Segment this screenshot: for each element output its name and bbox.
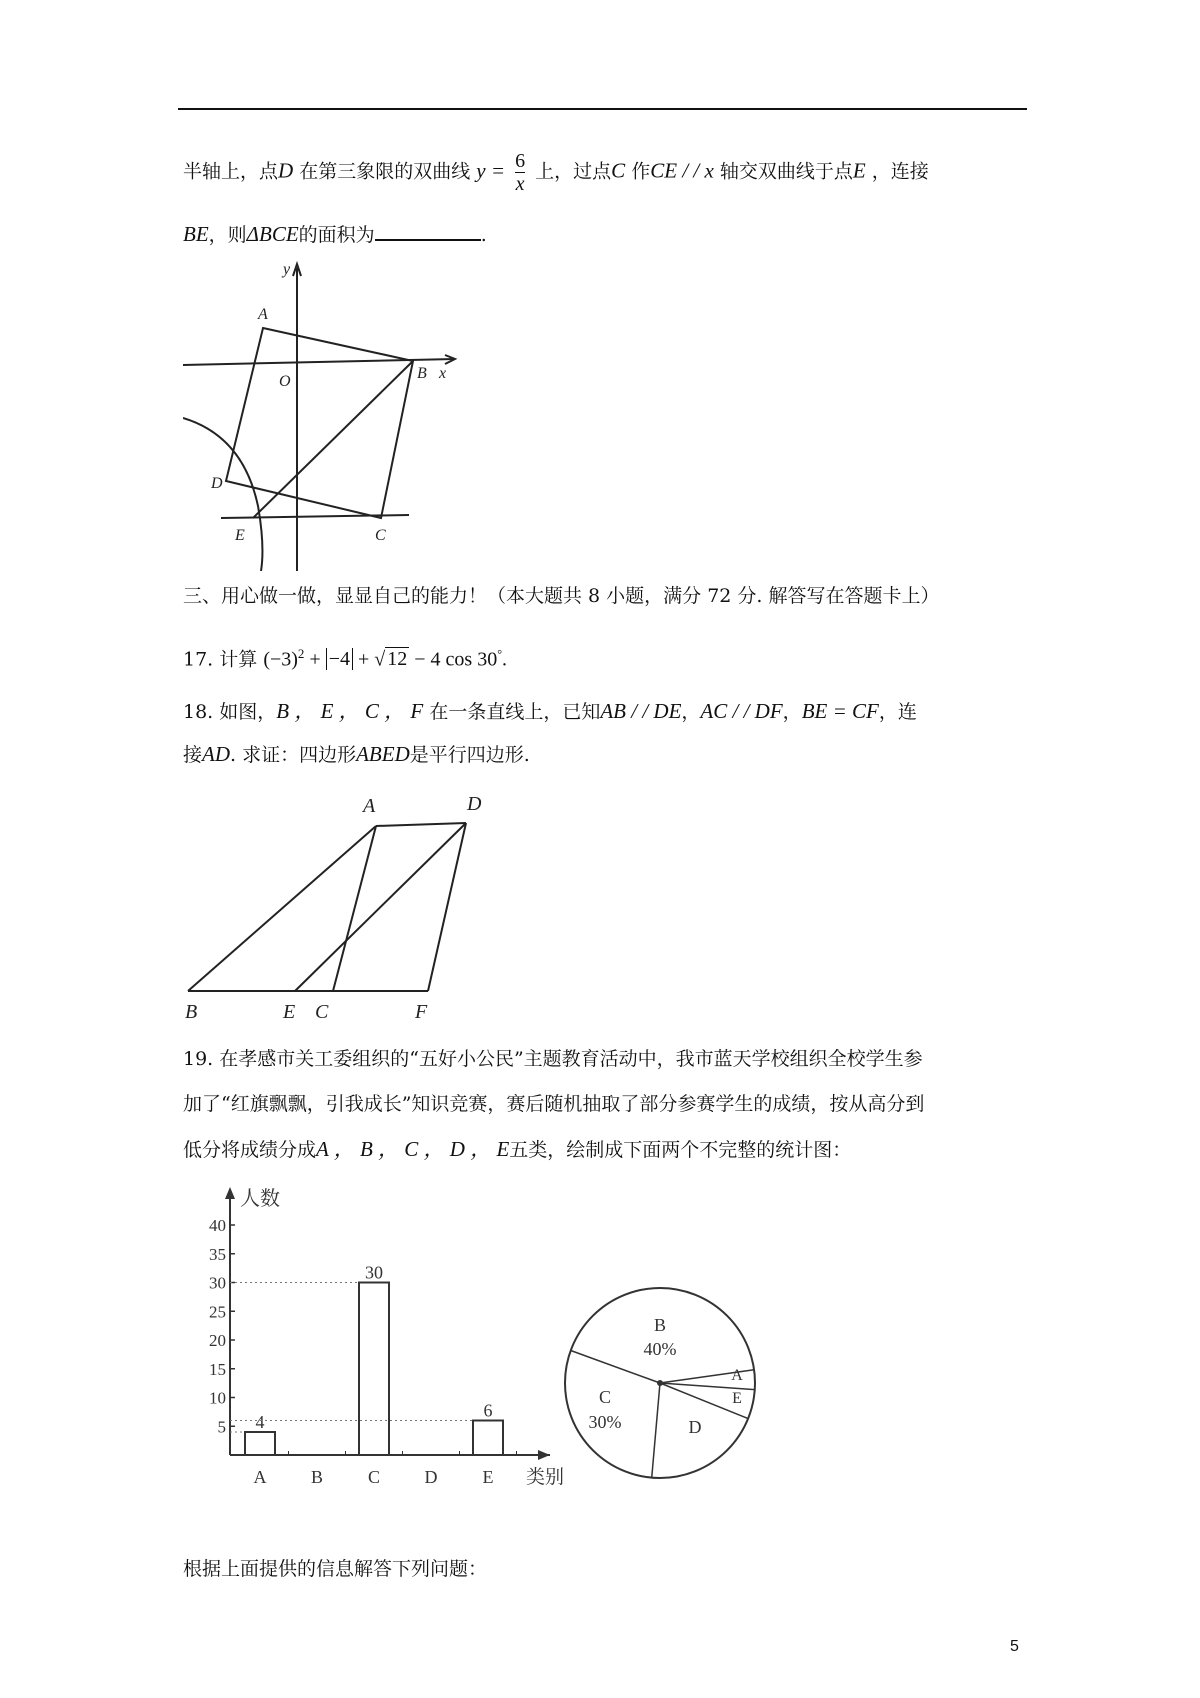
- problem19-line3: 低分将成绩分成A ， B ， C ， D ， E五类，绘制成下面两个不完整的统计图：: [183, 1137, 852, 1161]
- figure-problem18: [183, 788, 503, 1023]
- pie-slice-border: [652, 1383, 660, 1478]
- section3-header: 三、用心做一做，显显自己的能力！（本大题共 8 小题，满分 72 分. 解答写在答题卡上）: [183, 585, 940, 607]
- problem16-line1: 半轴上，点D 在第三象限的双曲线 y = $\frac{6}{x}$ 上，过点C 作CE / / x 轴交双曲线于点E ，连接: [183, 150, 929, 195]
- data-label: 30: [365, 1262, 383, 1283]
- category-label: C: [367, 1467, 381, 1487]
- line-DF: [428, 823, 466, 991]
- label-B: B: [185, 1001, 198, 1023]
- label-B: B: [417, 365, 427, 382]
- category-label: D: [424, 1467, 438, 1487]
- pie-label-E: E: [732, 1390, 742, 1407]
- x-axis-label: 类别: [526, 1466, 565, 1488]
- pie-label-C: C: [598, 1387, 612, 1407]
- y-tick-label: 35: [209, 1244, 226, 1264]
- category-label: B: [310, 1467, 324, 1487]
- problem19-line2: 加了“红旗飘飘，引我成长”知识竞赛，赛后随机抽取了部分参赛学生的成绩，按从高分到: [183, 1093, 925, 1115]
- data-label: 4: [255, 1412, 265, 1432]
- y-tick-label: 20: [209, 1331, 226, 1350]
- y-axis-label: 人数: [240, 1186, 280, 1210]
- y-axis-arrow: [225, 1187, 235, 1199]
- absolute-value: −4: [326, 648, 353, 670]
- pie-center: [657, 1380, 663, 1386]
- label-y: y: [283, 261, 291, 278]
- bar: [245, 1432, 275, 1455]
- page-number: 5: [1010, 1638, 1019, 1655]
- label-E: E: [283, 1001, 296, 1023]
- problem19-line1: 19. 在孝感市关工委组织的“五好小公民”主题教育活动中，我市蓝天学校组织全校学生参: [183, 1048, 923, 1070]
- label-D: D: [467, 793, 482, 815]
- line-AB: [188, 826, 376, 991]
- y-tick-label: 40: [209, 1216, 226, 1235]
- label-F: F: [415, 1001, 428, 1023]
- label-C: C: [315, 1001, 329, 1023]
- y-tick-label: 25: [209, 1302, 226, 1322]
- y-tick-label: 30: [209, 1273, 226, 1293]
- y-tick-label: 5: [217, 1417, 226, 1437]
- label-O: O: [279, 373, 291, 390]
- bar: [473, 1421, 503, 1456]
- fraction-6-over-x: $\frac{6}{x}$: [515, 150, 526, 195]
- category-label: E: [482, 1467, 494, 1487]
- y-tick-label: 15: [209, 1359, 226, 1379]
- label-E: E: [235, 527, 245, 544]
- answer-blank: [375, 219, 481, 241]
- line-AC: [333, 826, 376, 991]
- problem18-line1: 18. 如图，B ， E ， C ， F 在一条直线上，已知AB / / DE，AC / / DF，BE = CF，连: [183, 699, 917, 723]
- header-rule: [178, 108, 1027, 110]
- label-A: A: [363, 795, 376, 817]
- line-AD: [376, 823, 466, 826]
- x-axis-arrow: [538, 1450, 550, 1460]
- problem18-line2: 接AD. 求证：四边形ABED是平行四边形.: [183, 742, 530, 766]
- label-C: C: [375, 527, 386, 544]
- problem16-line2: BE，则ΔBCE的面积为 .: [183, 219, 487, 249]
- pie-percent-B: 40%: [643, 1339, 677, 1359]
- figure-problem19-charts: [190, 1185, 830, 1505]
- x-axis: [183, 359, 455, 365]
- pie-percent-C: 30%: [588, 1412, 622, 1432]
- category-label: A: [253, 1467, 267, 1487]
- hyperbola-branch: [183, 418, 262, 571]
- bar-chart: [209, 1186, 564, 1488]
- data-label: 6: [483, 1400, 493, 1421]
- label-x: x: [439, 365, 447, 382]
- pie-label-A: A: [731, 1367, 743, 1384]
- figure-problem16: [183, 256, 463, 571]
- label-D: D: [211, 475, 223, 492]
- pie-label-D: D: [688, 1417, 702, 1437]
- line-DE: [295, 823, 466, 991]
- square-root: 12: [387, 648, 408, 671]
- y-tick-label: 10: [209, 1388, 226, 1408]
- label-A: A: [258, 306, 268, 323]
- pie-chart: [565, 1288, 755, 1478]
- pie-label-B: B: [653, 1315, 667, 1335]
- problem17: 17. 计算 $(-3)^2 + -4$ + √ 12 − 4 cos 30°.: [183, 646, 508, 671]
- line-BE: [253, 361, 413, 518]
- closing-text: 根据上面提供的信息解答下列问题：: [183, 1558, 488, 1580]
- bar: [359, 1283, 389, 1456]
